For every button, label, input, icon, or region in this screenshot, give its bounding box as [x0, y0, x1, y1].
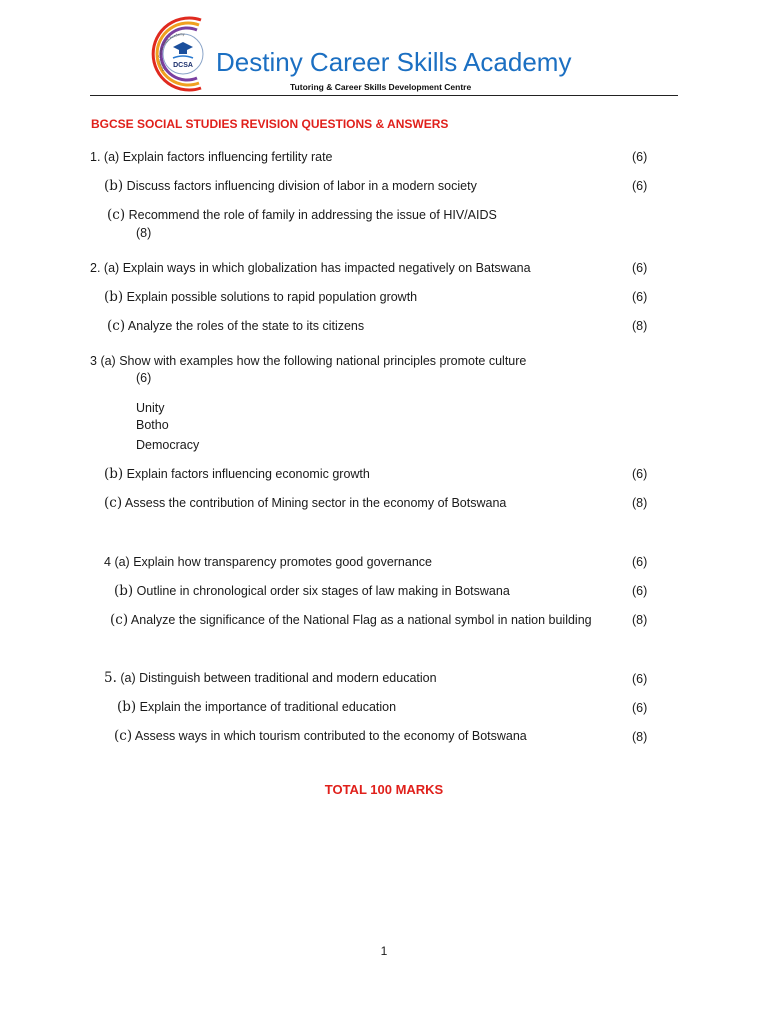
question-number: 2.: [90, 261, 101, 275]
tagline: Tutoring & Career Skills Development Centre: [290, 82, 472, 92]
question-5c: [114, 728, 527, 744]
question-number: 3: [90, 354, 97, 368]
question-5b: [117, 699, 396, 715]
question-text: Show with examples how the following national principles promote culture: [119, 354, 527, 368]
part-label: (c): [107, 318, 126, 334]
marks: (6): [632, 701, 648, 715]
marks: (8): [632, 730, 648, 744]
question-text: Explain how transparency promotes good governance: [133, 555, 432, 569]
part-label: (c): [110, 612, 129, 628]
part-label: (b): [104, 466, 124, 482]
marks: (6): [632, 290, 648, 304]
question-4c: [110, 612, 592, 628]
logo-ring-text: Destiny Career Skills Academy: [157, 32, 185, 72]
header-divider: [90, 95, 678, 96]
marks: (6): [136, 371, 152, 385]
part-label: (a): [114, 555, 130, 569]
part-label: (b): [104, 289, 124, 305]
principle-item: Unity: [136, 401, 165, 415]
marks: (8): [632, 613, 648, 627]
part-label: (c): [107, 207, 126, 223]
marks: (8): [136, 226, 152, 240]
question-text: Distinguish between traditional and modern education: [139, 671, 437, 685]
logo-text: DCSA: [173, 62, 193, 69]
principle-item: Botho: [136, 418, 169, 432]
question-text: Explain ways in which globalization has impacted negatively on Batswana: [122, 261, 531, 275]
question-2a: [90, 261, 531, 275]
question-1a: [90, 150, 333, 164]
question-number: 4: [104, 555, 111, 569]
question-5a: [104, 670, 437, 686]
marks: (6): [632, 555, 648, 569]
question-3b: [104, 466, 370, 482]
part-label: (c): [114, 728, 133, 744]
question-text: Explain possible solutions to rapid population growth: [126, 290, 418, 304]
question-text: Analyze the significance of the National Flag as a national symbol in nation building: [130, 613, 592, 627]
marks: (6): [632, 467, 648, 481]
academy-logo: [141, 12, 219, 96]
question-number: 1.: [90, 150, 101, 164]
question-3c: [104, 495, 506, 511]
part-label: (a): [120, 671, 136, 685]
question-1b: [104, 178, 477, 194]
part-label: (a): [103, 150, 120, 164]
marks: (6): [632, 150, 648, 164]
page-number: 1: [380, 944, 388, 958]
principle-item: Democracy: [136, 438, 200, 452]
question-number: 5.: [104, 670, 117, 686]
total-marks: TOTAL 100 MARKS: [324, 782, 444, 797]
question-text: Explain factors influencing economic growth: [126, 467, 370, 481]
academy-name: Destiny Career Skills Academy: [216, 47, 572, 77]
marks: (8): [632, 319, 648, 333]
question-text: Explain the importance of traditional education: [139, 700, 397, 714]
part-label: (a): [100, 354, 116, 368]
document-title: BGCSE SOCIAL STUDIES REVISION QUESTIONS & ANSWERS: [91, 117, 449, 131]
part-label: (a): [103, 261, 120, 275]
marks: (8): [632, 496, 648, 510]
question-3a: [90, 354, 526, 368]
question-4b: [114, 583, 510, 599]
question-4a: [104, 555, 432, 569]
part-label: (b): [117, 699, 137, 715]
marks: (6): [632, 672, 648, 686]
question-text: Assess ways in which tourism contributed to the economy of Botswana: [134, 729, 527, 743]
part-label: (b): [114, 583, 134, 599]
question-2c: [107, 318, 364, 334]
marks: (6): [632, 179, 648, 193]
part-label: (c): [104, 495, 123, 511]
question-text: Assess the contribution of Mining sector in the economy of Botswana: [124, 496, 507, 510]
question-text: Explain factors influencing fertility rate: [122, 150, 333, 164]
marks: (6): [632, 584, 648, 598]
question-text: Analyze the roles of the state to its citizens: [127, 319, 365, 333]
part-label: (b): [104, 178, 124, 194]
question-text: Outline in chronological order six stages of law making in Botswana: [136, 584, 510, 598]
question-1c: [107, 207, 497, 223]
question-text: Discuss factors influencing division of labor in a modern society: [126, 179, 477, 193]
marks: (6): [632, 261, 648, 275]
question-text: Recommend the role of family in addressing the issue of HIV/AIDS: [128, 208, 497, 222]
question-2b: [104, 289, 417, 305]
